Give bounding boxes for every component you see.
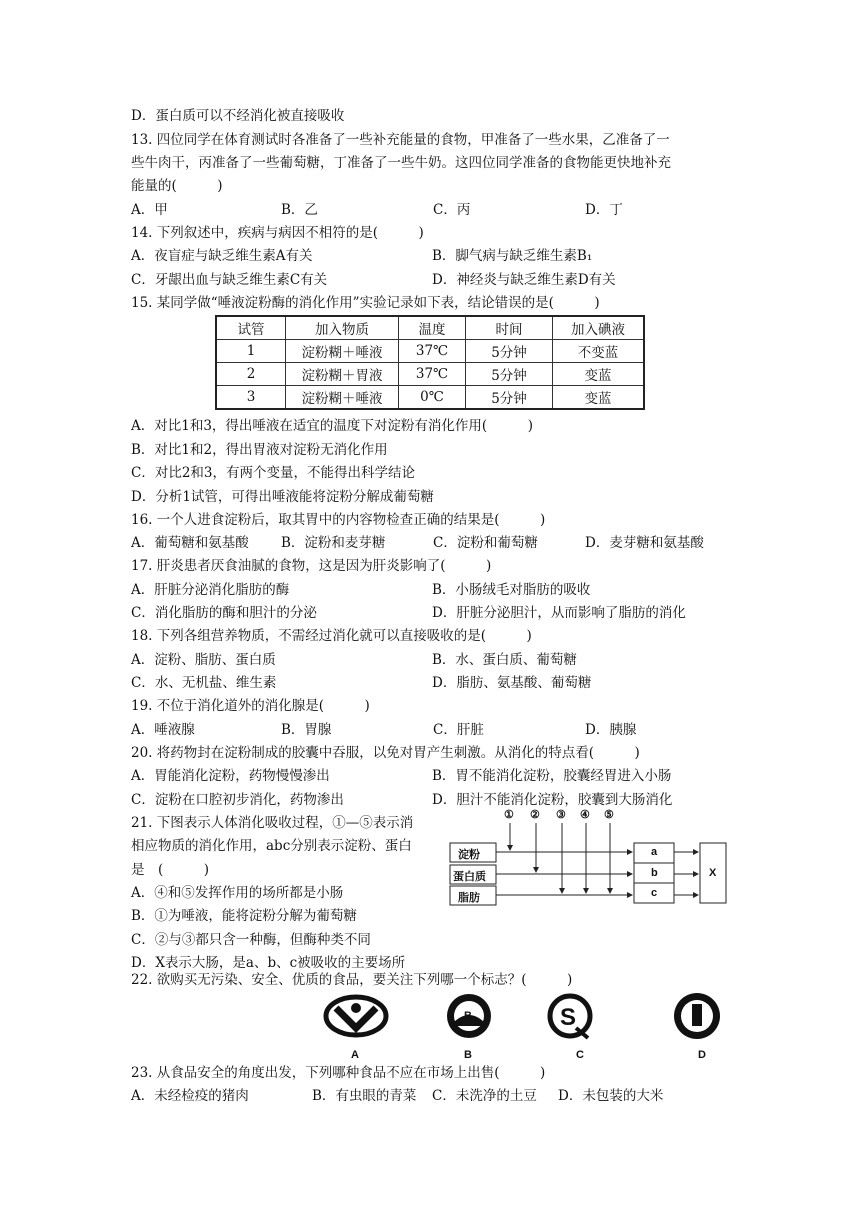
table-cell: 变蓝 xyxy=(553,386,645,410)
table-row xyxy=(216,363,644,386)
qs-logo-icon xyxy=(550,996,590,1038)
table-header-cell: 试管 xyxy=(216,316,286,340)
question-18-option-a: A．淀粉、脂肪、蛋白质 xyxy=(131,652,276,668)
question-15-stem: 15. 某同学做“唾液淀粉酶的消化作用”实验记录如下表，结论错误的是( ) xyxy=(131,295,600,311)
question-19-option-b: B．胃腺 xyxy=(281,722,332,738)
enzyme-number: ① xyxy=(504,809,514,821)
question-14-stem: 14. 下列叙述中，疾病与病因不相符的是( ) xyxy=(131,225,424,241)
table-header-cell: 温度 xyxy=(399,316,466,340)
organic-food-logo-icon xyxy=(447,994,491,1038)
question-13-stem: 能量的( ) xyxy=(131,178,223,194)
question-17-stem: 17. 肝炎患者厌食油腻的食物，这是因为肝炎影响了( ) xyxy=(131,558,492,574)
question-13-option-c: C．丙 xyxy=(433,202,471,218)
table-row xyxy=(216,340,644,363)
option-text: D．蛋白质可以不经消化被直接吸收 xyxy=(131,108,345,124)
question-15-option-d: D．分析1试管，可得出唾液能将淀粉分解成葡萄糖 xyxy=(131,489,434,505)
digestion-diagram-lines xyxy=(446,807,731,955)
question-19-stem: 19. 不位于消化道外的消化腺是( ) xyxy=(131,698,370,714)
logo-label-a: A xyxy=(351,1049,359,1061)
question-20-stem: 20. 将药物封在淀粉制成的胶囊中吞服，以免对胃产生刺激。从消化的特点看( ) xyxy=(131,745,640,761)
question-16-stem: 16. 一个人进食淀粉后，取其胃中的内容物检查正确的结果是( ) xyxy=(131,512,546,528)
substance-label: 脂肪 xyxy=(458,892,480,904)
product-label: a xyxy=(651,846,658,858)
question-20-option-b: B．胃不能消化淀粉，胶囊经胃进入小肠 xyxy=(432,768,672,784)
question-16-option-d: D．麦芽糖和氨基酸 xyxy=(585,535,704,551)
table-header-cell: 加入碘液 xyxy=(553,316,645,340)
question-23-option-b: B．有虫眼的青菜 xyxy=(312,1088,417,1104)
table-cell: 0℃ xyxy=(399,386,466,410)
table-cell: 5分钟 xyxy=(466,340,553,363)
question-21-option-a: A．④和⑤发挥作用的场所都是小肠 xyxy=(131,885,344,901)
digestion-diagram xyxy=(446,807,731,955)
question-17-option-b: B．小肠绒毛对脂肪的吸收 xyxy=(432,582,591,598)
question-23-stem: 23. 从食品安全的角度出发，下列哪种食品不应在市场上出售( ) xyxy=(131,1065,546,1081)
question-21-stem: 相应物质的消化作用，abc分别表示淀粉、蛋白 xyxy=(131,838,412,854)
table-cell: 37℃ xyxy=(399,340,466,363)
product-label: b xyxy=(651,867,658,879)
question-20-option-d: D．胆汁不能消化淀粉，胶囊到大肠消化 xyxy=(432,792,673,808)
question-13-stem: 些牛肉干，丙准备了一些葡萄糖，丁准备了一些牛奶。这四位同学准备的食物能更快地补充 xyxy=(131,155,671,171)
question-16-option-a: A．葡萄糖和氨基酸 xyxy=(131,535,249,551)
table-row xyxy=(216,386,644,410)
question-18-stem: 18. 下列各组营养物质，不需经过消化就可以直接吸收的是( ) xyxy=(131,628,532,644)
pollution-free-logo-icon xyxy=(674,993,720,1039)
table-cell: 淀粉糊＋唾液 xyxy=(286,386,399,410)
question-13-option-a: A．甲 xyxy=(131,202,168,218)
question-16-option-c: C．淀粉和葡萄糖 xyxy=(433,535,538,551)
product-label: c xyxy=(651,887,658,899)
logo-label-d: D xyxy=(698,1049,706,1061)
svg-text:S: S xyxy=(560,1004,577,1031)
enzyme-number: ⑤ xyxy=(604,809,614,821)
question-13-option-b: B．乙 xyxy=(281,202,318,218)
question-16-option-b: B．淀粉和麦芽糖 xyxy=(281,535,386,551)
question-23-option-a: A．未经检疫的猪肉 xyxy=(131,1088,249,1104)
question-20-option-a: A．胃能消化淀粉，药物慢慢渗出 xyxy=(131,768,330,784)
large-intestine-label: X xyxy=(709,867,717,879)
logo-label-b: B xyxy=(464,1049,472,1061)
question-14-option-c: C．牙龈出血与缺乏维生素C有关 xyxy=(131,272,328,288)
question-14-option-d: D．神经炎与缺乏维生素D有关 xyxy=(432,272,616,288)
question-21-option-c: C．②与③都只含一种酶，但酶种类不同 xyxy=(131,932,371,948)
enzyme-number: ② xyxy=(530,809,540,821)
question-13-option-d: D．丁 xyxy=(585,202,623,218)
experiment-table xyxy=(215,315,645,410)
table-cell: 37℃ xyxy=(399,363,466,386)
question-15-option-b: B．对比1和2，得出胃液对淀粉无消化作用 xyxy=(131,442,388,458)
table-cell: 淀粉糊＋唾液 xyxy=(286,340,399,363)
enzyme-number: ③ xyxy=(556,809,566,821)
question-17-option-d: D．肝脏分泌胆汁，从而影响了脂肪的消化 xyxy=(432,605,686,621)
table-cell: 3 xyxy=(216,386,286,410)
question-17-option-c: C．消化脂肪的酶和胆汁的分泌 xyxy=(131,605,317,621)
question-14-option-a: A．夜盲症与缺乏维生素A有关 xyxy=(131,248,313,264)
question-18-option-d: D．脂肪、氨基酸、葡萄糖 xyxy=(432,675,592,691)
question-15-option-c: C．对比2和3，有两个变量，不能得出科学结论 xyxy=(131,465,416,481)
question-18-option-c: C．水、无机盐、维生素 xyxy=(131,675,277,691)
question-14-option-b: B．脚气病与缺乏维生素B₁ xyxy=(432,248,593,264)
table-cell: 淀粉糊＋胃液 xyxy=(286,363,399,386)
table-header-cell: 加入物质 xyxy=(286,316,399,340)
green-food-logo-icon xyxy=(326,997,386,1035)
table-cell: 不变蓝 xyxy=(553,340,645,363)
table-header-row xyxy=(216,316,644,340)
question-21-option-b: B．①为唾液，能将淀粉分解为葡萄糖 xyxy=(131,908,357,924)
question-15-option-a: A．对比1和3，得出唾液在适宜的温度下对淀粉有消化作用( ) xyxy=(131,418,533,434)
question-17-option-a: A．肝脏分泌消化脂肪的酶 xyxy=(131,582,290,598)
table-cell: 1 xyxy=(216,340,286,363)
table-header-cell: 时间 xyxy=(466,316,553,340)
question-13-stem: 13. 四位同学在体育测试时各准备了一些补充能量的食物，甲准备了一些水果，乙准备了一 xyxy=(131,132,670,148)
question-21-option-d: D．X表示大肠，是a、b、c被吸收的主要场所 xyxy=(131,955,406,971)
table-cell: 变蓝 xyxy=(553,363,645,386)
table-cell: 2 xyxy=(216,363,286,386)
table-cell: 5分钟 xyxy=(466,363,553,386)
question-22-stem: 22. 欲购买无污染、安全、优质的食品，要关注下列哪一个标志？( ) xyxy=(131,972,573,988)
question-21-stem: 是 ( ) xyxy=(131,862,210,878)
substance-label: 蛋白质 xyxy=(453,871,486,883)
food-logos xyxy=(320,992,740,1064)
question-23-option-c: C．未洗净的土豆 xyxy=(432,1088,537,1104)
food-logos-art xyxy=(320,992,740,1064)
logo-label-c: C xyxy=(576,1049,584,1061)
substance-label: 淀粉 xyxy=(458,849,480,861)
enzyme-number: ④ xyxy=(580,809,590,821)
question-19-option-a: A．唾液腺 xyxy=(131,722,195,738)
question-18-option-b: B．水、蛋白质、葡萄糖 xyxy=(432,652,577,668)
svg-text:B: B xyxy=(464,1010,472,1022)
question-19-option-c: C．肝脏 xyxy=(433,722,484,738)
question-20-option-c: C．淀粉在口腔初步消化，药物渗出 xyxy=(131,792,344,808)
question-19-option-d: D．胰腺 xyxy=(585,722,637,738)
table-cell: 5分钟 xyxy=(466,386,553,410)
question-21-stem: 21. 下图表示人体消化吸收过程，①—⑤表示消 xyxy=(131,815,414,831)
question-23-option-d: D．未包装的大米 xyxy=(558,1088,664,1104)
